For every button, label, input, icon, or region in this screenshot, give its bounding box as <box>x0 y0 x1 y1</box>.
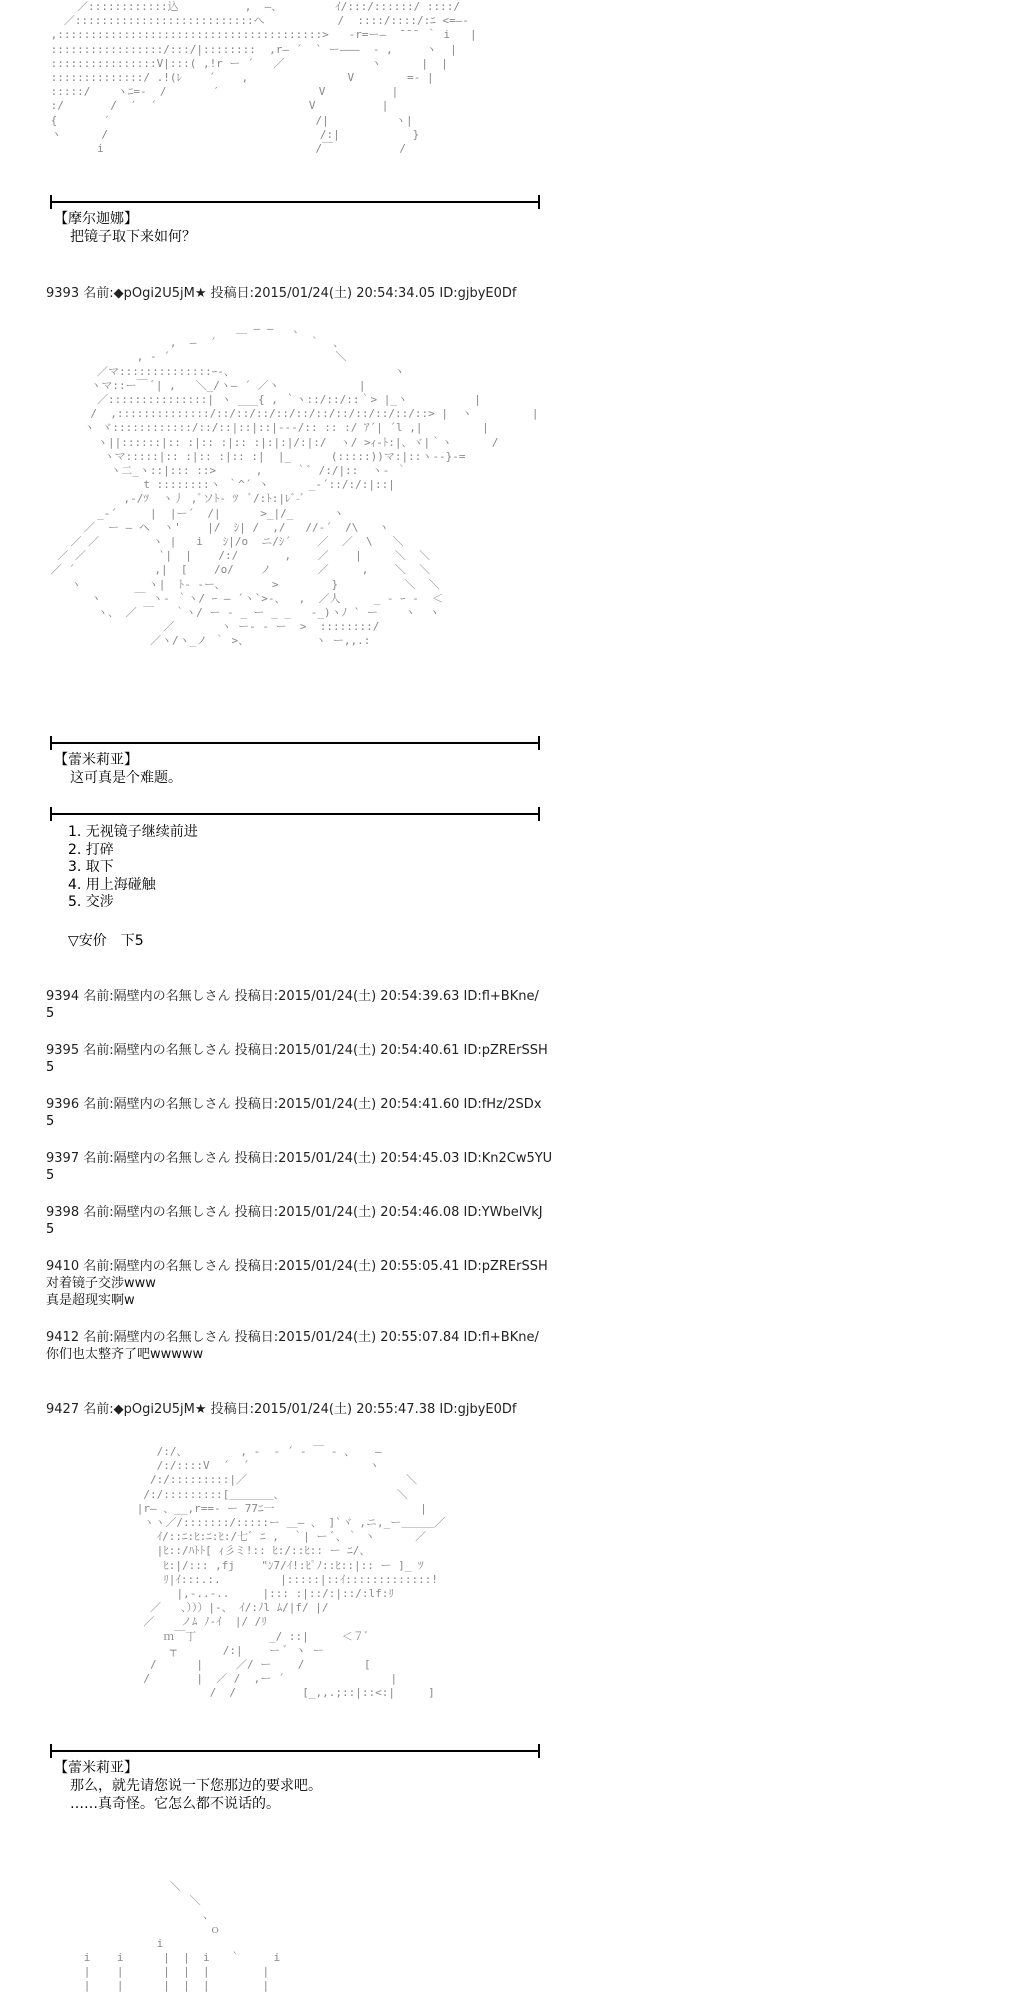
divider <box>50 742 540 744</box>
post-header: 9393 名前:◆pOgi2U5jM★ 投稿日:2015/01/24(土) 20:54:34.05 ID:gjbyE0Df <box>46 286 517 301</box>
choice-item: 3. 取下 <box>68 859 114 875</box>
ascii-art-4: ＼ ＼ 、 ｏ i i i | | i ｀ i | | | | | | | | | | | | <box>83 1880 281 1993</box>
post-header: 9396 名前:隔壁内の名無しさん 投稿日:2015/01/24(土) 20:54:41.60 ID:fHz/2SDx <box>46 1097 542 1112</box>
dialogue-line: 把镜子取下来如何？ <box>70 229 196 245</box>
ascii-art-3: /:/、 , - ‐ ´ ‐ ￣ ‐ 、 ― /:/::::V ´ ´ ヽ /:/:::::::::|／ ＼ /:/:::::::::[＿＿＿＿、 ＼ |r― 、__,r==- ー 77ﾆ一 | ヽヽ／/:::::::/:::::ー ＿― 、 ]`ヾ ,ニ,_ー＿＿＿／ ｲ/::ﾆ:ﾋ:ﾆ:ﾋ:/七ﾞ ﾆ , ｀| ー ﾞ、｀ ヽ ／ |ﾋ::/ﾊﾄﾄ[ ｨ彡ミ!:: ﾋ:/::ﾋ:: ー ﾆ/、 ﾋ:|/::: ,fj "ﾝ7/ｲ!:ﾋﾟﾉ::ﾋ::|:: ー ]_ ﾂ ﾘ|ｲ:::.:. |:::::|::ｲ:::::::::::::! |,-..-.. |::: :|::/:|::/:lf:ﾘ ／ 、）））|-、 ｲ/:ﾉl ﾑ/|f/ |/ ／ ノﾑ ﾉ-ｲ |/ /ﾘ ｍ￣丁 _/ ::| ＜７ﾞ ┬ /:| ー ﾞ ヽ ー / | ／/ ー / [ / | ／ / ,ー ´ | / / [_,,.;::|::<:| ] <box>136 1445 446 1700</box>
post-header: 9412 名前:隔壁内の名無しさん 投稿日:2015/01/24(土) 20:55:07.84 ID:fl+BKne/ <box>46 1330 539 1345</box>
ascii-art-1: ／::::::::::::込 , ―、 ｲ/:::/::::::/ ::::/ ／:::::::::::::::::::::::::::へ / ::::/::::/:ﾆ <=―- ,::::::::::::::::::::::::::::::::::::::::> -r=ー― ̄ ̄ ̄ ｀ i | :::::::::::::::::/:::/|:::::::: ,r― ´ ` ー――― - , ヽ | ::::::::::::::::V|:::( ,!r ー ´ ／ ヽ | | ::::::::::::::/ .!(ﾚ ´ , V =- | :::::/ ヽﾆ=- / ′ V | :/ / ′ ´ V | { ′ /| ヽ| ヽ / /:| } i /￣ / <box>50 0 477 156</box>
divider <box>50 813 540 815</box>
ascii-art-2: ＿ ― ― 、 , ― ´ ｀ 、 , ‐ ´ ＼ ／マ::::::::::::::ｰ-、 ヽ ヽマ::ー￣ ﾞ| , ＼_/ヽ― ´ ／ヽ | ／:::::::::::::::| ヽ ___{ , ｀ヽ::/::/::｀> |_ヽ | / ,::::::::::::::/::/::/::/::/::/::/::/::/::/::/::> | ヽ | ヽ ヾ::::::::::::/::/::|::|::|---/:: :: :/ ｱ´| ´l ,| | ヽ||::::::|:: :|:: :|:: :|:|:|/:|:/ ヽ/ >ｨ-ﾄ:|、ヾ|｀ヽ / ヽマ:::::|:: :|:: :|:: :| |_ (:::::))マ:|::ヽ--}-= ヽ二_ヽ::|::: ::> , ｀ﾞ /:/|:: ヽ- ｀ t ::::::::ヽ ｀^´ ヽ _-´::/:/:|::| ,-/ﾂ ヽ丿 ,ﾞソﾄ- ﾂ ﾞ/:ﾄ:|ﾚﾞ-ﾞ _-´ | |ー´ /| >_|/_ ヽ ／ ー ― ヘ ヽ' |/ ｼ| / ,/ //-´ /\ ヽ ／ ／ ヽ | i ｼ|/o ニ/ｼ´ ／ ／ \ ＼ ／ ／ `| | /:/ , ／ | ＼ ＼ ／ ´ ,| [ /o/ ノ ／ , ＼ ＼ ヽ ヽ| ﾄ- -ー、 > } ＼ ＼ ヽ ￣ ヽ- ｀ヽ/ ｰ ― ´ヽ`>-、 , ／人 _ - ｰ - ＜ ヽ、 ／ ￣ ｀ヽ/ ー - _ ー _ _ -_)ヽﾉ ` ー ヽ ヽ ／ ヽ ー- - ー > ::::::::/ ／ヽ/ヽ_ノ ｀ >、 ヽ ー,,.: <box>50 322 539 648</box>
post-header: 9394 名前:隔壁内の名無しさん 投稿日:2015/01/24(土) 20:54:39.63 ID:fl+BKne/ <box>46 989 539 1004</box>
speaker-label: 【摩尔迦娜】 <box>54 211 138 227</box>
dialogue-line: 这可真是个难题。 <box>70 770 182 786</box>
post-body: 5 <box>46 1114 55 1129</box>
divider <box>50 201 540 203</box>
post-header: 9397 名前:隔壁内の名無しさん 投稿日:2015/01/24(土) 20:54:45.03 ID:Kn2Cw5YU <box>46 1151 553 1166</box>
divider <box>50 1750 540 1752</box>
post-body: 5 <box>46 1168 55 1183</box>
dialogue-line: 那么，就先请您说一下您那边的要求吧。 <box>70 1778 322 1794</box>
choice-list <box>68 824 198 912</box>
choice-item: 5. 交涉 <box>68 894 114 910</box>
post-body: 对着镜子交涉www 真是超现实啊w <box>46 1276 156 1308</box>
post-header: 9427 名前:◆pOgi2U5jM★ 投稿日:2015/01/24(土) 20:55:47.38 ID:gjbyE0Df <box>46 1402 517 1417</box>
choice-item: 4. 用上海碰触 <box>68 876 156 893</box>
choice-item: 1. 无视镜子继续前进 <box>68 824 198 840</box>
speaker-label: 【蕾米莉亚】 <box>54 1760 138 1776</box>
post-header: 9410 名前:隔壁内の名無しさん 投稿日:2015/01/24(土) 20:55:05.41 ID:pZRErSSH <box>46 1259 548 1274</box>
speaker-label: 【蕾米莉亚】 <box>54 752 138 768</box>
dialogue-line: ……真奇怪。它怎么都不说话的。 <box>70 1796 280 1812</box>
choice-item: 2. 打碎 <box>68 841 114 858</box>
post-body: 你们也太整齐了吧wwwww <box>46 1347 204 1362</box>
post-body: 5 <box>46 1222 55 1237</box>
post-body: 5 <box>46 1006 55 1021</box>
post-header: 9398 名前:隔壁内の名無しさん 投稿日:2015/01/24(土) 20:54:46.08 ID:YWbelVkJ <box>46 1205 543 1220</box>
post-header: 9395 名前:隔壁内の名無しさん 投稿日:2015/01/24(土) 20:54:40.61 ID:pZRErSSH <box>46 1043 548 1058</box>
post-body: 5 <box>46 1060 55 1075</box>
vote-note: ▽安价 下5 <box>68 933 144 949</box>
